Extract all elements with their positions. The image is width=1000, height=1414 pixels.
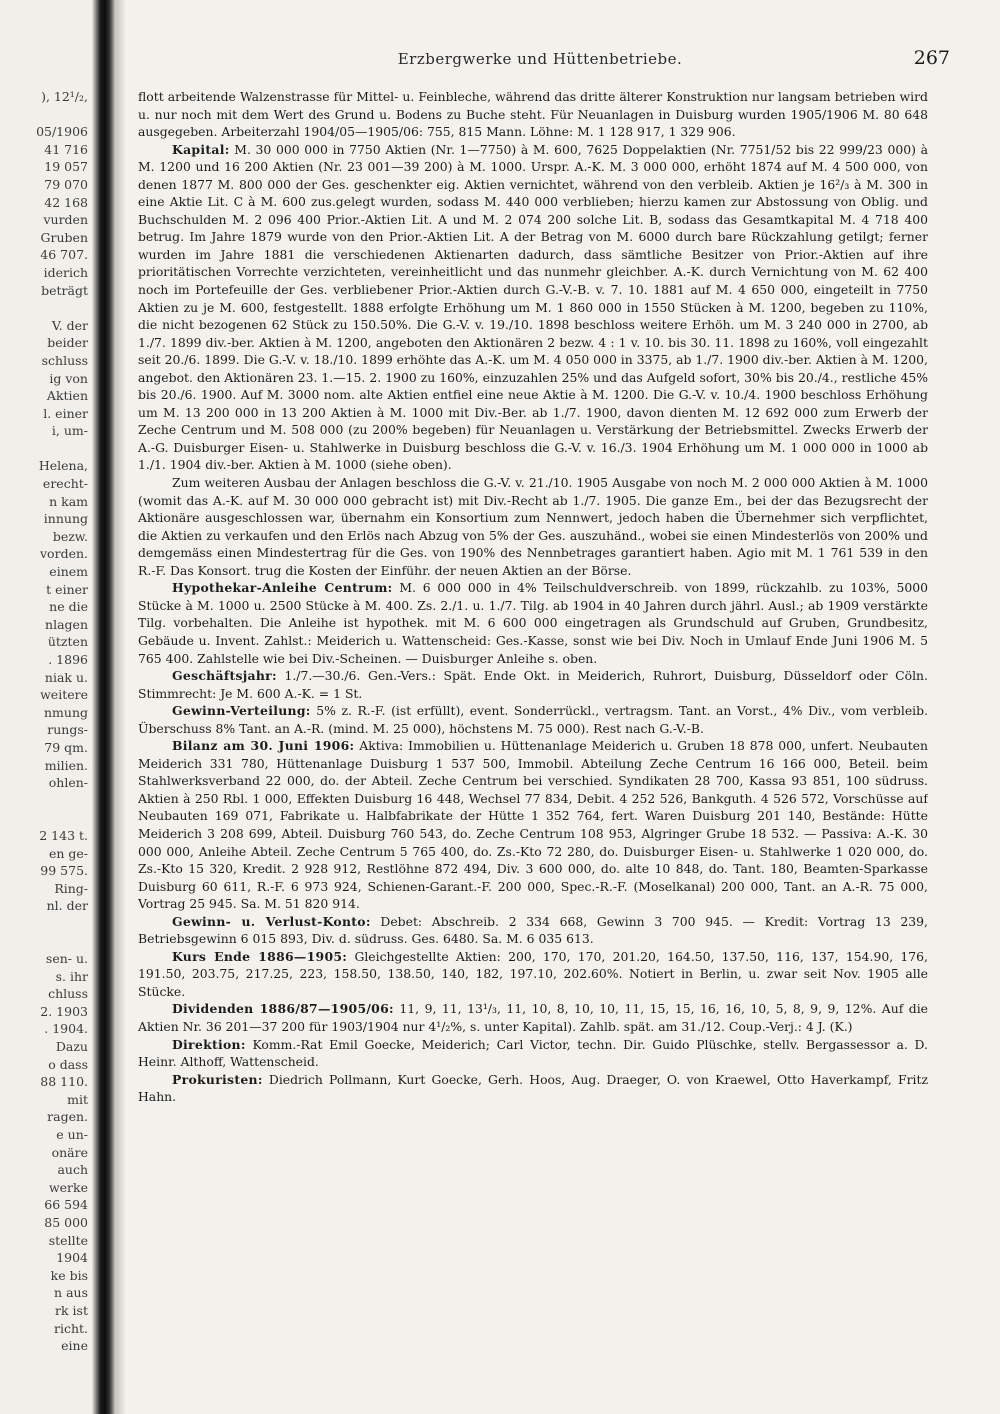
previous-page-line: o dass: [48, 1056, 88, 1072]
previous-page-line: beträgt: [41, 282, 88, 298]
previous-page-line: mit: [67, 1091, 88, 1107]
previous-page-line: e un-: [56, 1127, 88, 1143]
section-heading: Hypothekar-Anleihe Centrum:: [172, 580, 393, 596]
previous-page-line: 2. 1903: [40, 1003, 88, 1019]
previous-page-line: onäre: [51, 1144, 88, 1160]
paragraph: [138, 579, 928, 667]
previous-page-line: ohlen-: [48, 775, 88, 791]
paragraph-text: Aktiva: Immobilien u. Hüttenanlage Meiderich u. Gruben 18 878 000, unfert. Neubauten Meiderich 331 780, Hüttenanlage Duisburg 1 537 500, Immobil. Abteilung Zeche Centrum 16 166 000, Beteil. beim Stahlwerksverband 22 000, do. der Abteil. Zeche Centrum bei verschied. Syndikaten 28 700, Kassa 93 851, 100 südruss. Aktien à 250 Rbl. 1 000, Effekten Duisburg 16 448, Wechsel 77 834, Debit. 4 252 526, Bankguth. 4 526 572, Vorschüsse auf Neubauten 169 071, Fabrikate u. Halbfabrikate der Hütte 1 352 764, fert. Waren Duisburg 201 140, Bestände: Hütte Meiderich 3 208 699, Abteil. Duisburg 760 543, do. Zeche Centrum 108 953, Algringer Grube 18 532. — Passiva: A.-K. 30 000 000, Anleihe Abteil. Zeche Centrum 5 765 400, do. Zs.-Kto 72 280, do. Duisburger Eisen- u. Stahlwerke 1 020 000, do. Zs.-Kto 15 320, Kredit. 2 928 912, Restlöhne 872 494, Div. 3 600 000, do. alte 10 848, do. Tant. 180, Beamten-Sparkasse Duisburg 60 611, R.-F. 6 973 924, Schienen-Garant.-F. 200 000, Spec.-R.-F. (Moselkanal) 200 000, Tant. an A.-R. 75 000, Vortrag 25 945. Sa. M. 51 820 914.: [138, 738, 928, 912]
previous-page-line: sen- u.: [45, 951, 88, 967]
previous-page-line: rk ist: [55, 1302, 88, 1318]
gutter-shadow: [116, 0, 126, 1414]
previous-page-line: nl. der: [46, 898, 88, 914]
previous-page-line: 05/1906: [36, 124, 88, 140]
paragraph: [138, 141, 928, 474]
previous-page-line: t einer: [46, 581, 88, 597]
previous-page-line: 79 070: [44, 176, 88, 192]
previous-page-line: 66 594: [44, 1197, 88, 1213]
previous-page-line: 99 575.: [40, 863, 88, 879]
previous-page-edge: [0, 0, 92, 1414]
previous-page-line: iderich: [43, 264, 88, 280]
previous-page-line: l. einer: [43, 405, 88, 421]
previous-page-line: ig von: [49, 370, 88, 386]
paragraph: [138, 737, 928, 912]
previous-page-line: . 1904.: [44, 1021, 88, 1037]
previous-page-line: 1904: [56, 1250, 88, 1266]
previous-page-line: 19 057: [44, 159, 88, 175]
paragraph-text: Komm.-Rat Emil Goecke, Meiderich; Carl Victor, techn. Dir. Guido Plüschke, stellv. Bergassessor a. D. Heinr. Althoff, Wattenscheid.: [138, 1036, 928, 1070]
paragraph: [138, 1036, 928, 1071]
previous-page-line: 46 707.: [40, 247, 88, 263]
section-heading: Dividenden 1886/87—1905/06:: [172, 1001, 394, 1017]
previous-page-line: rungs-: [47, 722, 88, 738]
previous-page-line: ützten: [47, 634, 88, 650]
running-title: Erzbergwerke und Hüttenbetriebe.: [397, 50, 683, 68]
previous-page-line: beider: [47, 335, 88, 351]
previous-page-line: auch: [57, 1162, 88, 1178]
paragraph: [138, 88, 928, 141]
previous-page-line: bezw.: [52, 528, 88, 544]
paragraph: [138, 667, 928, 702]
section-heading: Prokuristen:: [172, 1071, 263, 1087]
paragraph: [138, 1071, 928, 1106]
paragraph-text: flott arbeitende Walzenstrasse für Mittel- u. Feinbleche, während das dritte älterer Konstruktion nur langsam betrieben wird u. nur noch mit dem Wert des Grund u. Bodens zu Buche steht. Für Neuanlagen in Duisburg wurden 1905/1906 M. 80 648 ausgegeben. Arbeiterzahl 1904/05—1905/06: 755, 815 Mann. Löhne: M. 1 128 917, 1 329 906.: [138, 89, 928, 140]
paragraph-text: Gleichgestellte Aktien: 200, 170, 170, 201.20, 164.50, 137.50, 116, 137, 154.90, 176, 191.50, 203.75, 217.25, 223, 158.50, 138.50, 140, 182, 197.10, 202.60%. Notiert in Berlin, u. zwar seit Nov. 1905 alle Stücke.: [138, 948, 928, 999]
previous-page-line: [0, 933, 92, 951]
previous-page-line: chluss: [48, 986, 88, 1002]
previous-page-line: ragen.: [47, 1109, 88, 1125]
previous-page-line: 41 716: [44, 141, 88, 157]
paragraph-text: M. 30 000 000 in 7750 Aktien (Nr. 1—7750) à M. 600, 7625 Doppelaktien (Nr. 7751/52 bis 22 999/23 000) à M. 1200 und 16 200 Aktien (Nr. 23 001—39 200) à M. 1000. Urspr. A.-K. M. 3 000 000, erhöht 1874 auf M. 4 500 000, von denen 1877 M. 800 000 der Ges. geschenkter eig. Aktien vernichtet, während von den verbleib. Aktien je 16²/₃ à M. 300 in eine Aktie Lit. C à M. 600 zus.gelegt wurden, sodass M. 440 000 verblieben; hierzu kamen zur Abstossung von Oblig. und Buchschulden M. 2 096 400 Prior.-Aktien Lit. A und M. 2 074 200 solche Lit. B, sodass das Gesamtkapital M. 4 718 400 betrug. Im Jahre 1879 wurde von den Prior.-Aktien Lit. A der Betrag von M. 6000 durch bare Rückzahlung getilgt; ferner wurden im Jahre 1881 die verschiedenen Aktienarten dadurch, dass sämtliche Besitzer von Prior.-Aktien auf ihre prioritätischen Vorrechte verzichteten, vereinheitlicht und das nunmehr gleichber. A.-K. durch Vernichtung von M. 62 400 noch im Portefeuille der Ges. verbliebener Prior.-Aktien durch G.-V.-B. v. 7. 10. 1881 auf M. 4 650 000, eingeteilt in 7750 Aktien zu je M. 600, festgestellt. 1888 erfolgte Erhöhung um M. 1 860 000 in 1550 Stücken à M. 1200, begeben zu 110%, die nicht bezogenen 62 Stück zu 150.50%. Die G.-V. v. 19./10. 1898 beschloss weitere Erhöh. um M. 3 240 000 in 2700, ab 1./7. 1899 div.-ber. Aktien à M. 1200, angeboten den Aktionären 2 bezw. 4 : 1 v. 10. bis 30. 11. 1898 zu 160%, voll eingezahlt seit 20./6. 1899. Die G.-V. v. 18./10. 1899 erhöhte das A.-K. um M. 4 050 000 in 3375, ab 1./7. 1900 div.-ber. Aktien à M. 1200, angebot. den Aktionären 23. 1.—15. 2. 1900 zu 160%, einzuzahlen 25% und das Aufgeld sofort, 30% bis 20./4., restliche 45% bis 20./6. 1900. Auf M. 3000 nom. alte Aktien entfiel eine neue Aktie à M. 1200. Die G.-V. v. 10./4. 1900 beschloss Erhöhung um M. 13 200 000 in 13 200 Aktien à M. 1000 mit Div.-Ber. ab 1./7. 1900, davon dienten M. 12 692 000 zum Erwerb der Zeche Centrum und M. 508 000 (zu 200% begeben) für Neuanlagen u. Verstärkung der Betriebsmittel. Zwecks Erwerb der A.-G. Duisburger Eisen- u. Stahlwerke in Duisburg beschloss die G.-V. v. 16./3. 1904 Erhöhung um M. 1 000 000 in 1000 ab 1./1. 1904 div.-ber. Aktien à M. 1000 (siehe oben).: [138, 141, 928, 473]
previous-page-line: niak u.: [44, 669, 88, 685]
previous-page-line: [0, 299, 92, 317]
previous-page-line: Dazu: [55, 1039, 88, 1055]
section-heading: Kurs Ende 1886—1905:: [172, 948, 348, 964]
previous-page-line: s. ihr: [55, 968, 88, 984]
paragraph-text: 11, 9, 11, 13¹/₃, 11, 10, 8, 10, 10, 11, 15, 15, 16, 16, 10, 5, 8, 9, 9, 12%. Auf die Aktien Nr. 36 201—37 200 für 1903/1904 nur 4¹/₂%, s. unter Kapital). Zahlb. spät. am 31./12. Coup.-Verj.: 4 J. (K.): [138, 1001, 928, 1034]
previous-page-line: vurden: [43, 212, 88, 228]
previous-page-line: milien.: [44, 757, 88, 773]
section-heading: Direktion:: [172, 1036, 246, 1052]
paragraph-text: 1./7.—30./6. Gen.-Vers.: Spät. Ende Okt. in Meiderich, Ruhrort, Duisburg, Düsseldorf oder Cöln. Stimmrecht: Je M. 600 A.-K. = 1 St.: [138, 668, 928, 701]
previous-page-line: 88 110.: [40, 1074, 88, 1090]
previous-page-line: stellte: [48, 1232, 88, 1248]
previous-page-line: erecht-: [42, 476, 88, 492]
section-heading: Kapital:: [172, 141, 230, 157]
previous-page-line: Aktien: [46, 388, 88, 404]
section-heading: Bilanz am 30. Juni 1906:: [172, 738, 355, 754]
previous-page-line: . 1896: [48, 652, 88, 667]
paragraph: [138, 1000, 928, 1035]
previous-page-line: richt.: [53, 1320, 88, 1336]
previous-page-line: innung: [43, 511, 88, 527]
previous-page-line: n aus: [54, 1285, 88, 1301]
section-heading: Gewinn-Verteilung:: [172, 703, 311, 719]
previous-page-line: [0, 792, 92, 810]
previous-page-line: [0, 809, 92, 827]
section-heading: Gewinn- u. Verlust-Konto:: [172, 913, 371, 929]
previous-page-line: [0, 106, 92, 124]
previous-page-line: n kam: [49, 493, 88, 509]
section-heading: Geschäftsjahr:: [172, 668, 277, 684]
previous-page-line: Ring-: [54, 880, 88, 896]
previous-page-line: eine: [61, 1338, 88, 1354]
paragraph-text: Debet: Abschreib. 2 334 668, Gewinn 3 700 945. — Kredit: Vortrag 13 239, Betriebsgewinn 6 015 893, Div. d. südruss. Ges. 6480. Sa. M. 6 035 613.: [138, 913, 928, 947]
previous-page-line: [0, 915, 92, 933]
previous-page-line: en ge-: [48, 845, 88, 861]
previous-page-line: 79 qm.: [44, 739, 88, 755]
paragraph: [138, 474, 928, 579]
previous-page-line: schluss: [41, 352, 88, 368]
previous-page-line: [0, 440, 92, 458]
previous-page-line: ne die: [49, 599, 88, 615]
page-number: 267: [913, 47, 950, 69]
previous-page-line: nlagen: [45, 616, 88, 632]
paragraph: [138, 948, 928, 1001]
previous-page-line: ke bis: [50, 1267, 88, 1283]
paragraph-text: 5% z. R.-F. (ist erfüllt), event. Sonderrückl., vertragsm. Tant. an Vorst., 4% Div., vom verbleib. Überschuss 8% Tant. an A.-R. (mind. M. 25 000), höchstens M. 75 000). Rest nach G.-V.-B.: [138, 703, 928, 736]
paragraph-text: M. 6 000 000 in 4% Teilschuldverschreib. von 1899, rückzahlb. zu 103%, 5000 Stücke à M. 1000 u. 2500 Stücke à M. 400. Zs. 2./1. u. 1./7. Tilg. ab 1904 in 40 Jahren durch jährl. Ausl.; ab 1909 verstärkte Tilg. vorbehalten. Die Anleihe ist hypothek. mit M. 6 600 000 eingetragen als Grundschuld auf Gruben, Grundbesitz, Gebäude u. Invent. Zahlst.: Meiderich u. Wattenscheid: Ges.-Kasse, sonst wie bei Div. Noch in Umlauf Ende Juni 1906 M. 5 765 400. Zahlstelle wie bei Div.-Scheinen. — Duisburger Anleihe s. oben.: [138, 580, 928, 666]
paragraph: [138, 702, 928, 737]
previous-page-line: werke: [48, 1179, 88, 1195]
previous-page-line: V. der: [51, 317, 88, 333]
previous-page-line: weitere: [40, 687, 88, 703]
paragraph-text: Diedrich Pollmann, Kurt Goecke, Gerh. Hoos, Aug. Draeger, O. von Kraewel, Otto Haverkampf, Fritz Hahn.: [138, 1071, 928, 1105]
previous-page-line: Gruben: [40, 229, 88, 245]
previous-page-line: vorden.: [40, 546, 88, 562]
previous-page-line: 85 000: [44, 1215, 88, 1230]
paragraph: [138, 913, 928, 948]
previous-page-line: 42 168: [44, 194, 88, 210]
previous-page-line: ), 12¹/₂,: [41, 89, 88, 104]
previous-page-line: Helena,: [38, 458, 88, 474]
book-gutter: [92, 0, 116, 1414]
previous-page-fragments: [0, 88, 92, 1355]
previous-page-line: 2 143 t.: [39, 827, 88, 843]
previous-page-line: i, um-: [51, 423, 88, 439]
previous-page-line: nmung: [43, 704, 88, 720]
page-body: [138, 88, 928, 1388]
paragraph-text: Zum weiteren Ausbau der Anlagen beschloss die G.-V. v. 21./10. 1905 Ausgabe von noch M. 2 000 000 Aktien à M. 1000 (womit das A.-K. auf M. 30 000 000 gebracht ist) mit Div.-Recht ab 1./7. 1905. Die ganze Em., bei der das Bezugsrecht der Aktionäre ausgeschlossen war, übernahm ein Konsortium zum Nennwert, jedoch haben die Übernehmer sich verpflichtet, die Aktien zu verkaufen und den Erlös nach Abzug von 5% der Ges. auszuhänd., wobei sie einen Mindesterlös von 200% und demgemäss einen Mindestertrag für die Ges. von 190% des Nennbetrages garantiert haben. Agio mit M. 1 761 539 in den R.-F. Das Konsort. trug die Kosten der Einführ. der neuen Aktien an der Börse.: [138, 475, 928, 578]
previous-page-line: einem: [49, 564, 88, 580]
